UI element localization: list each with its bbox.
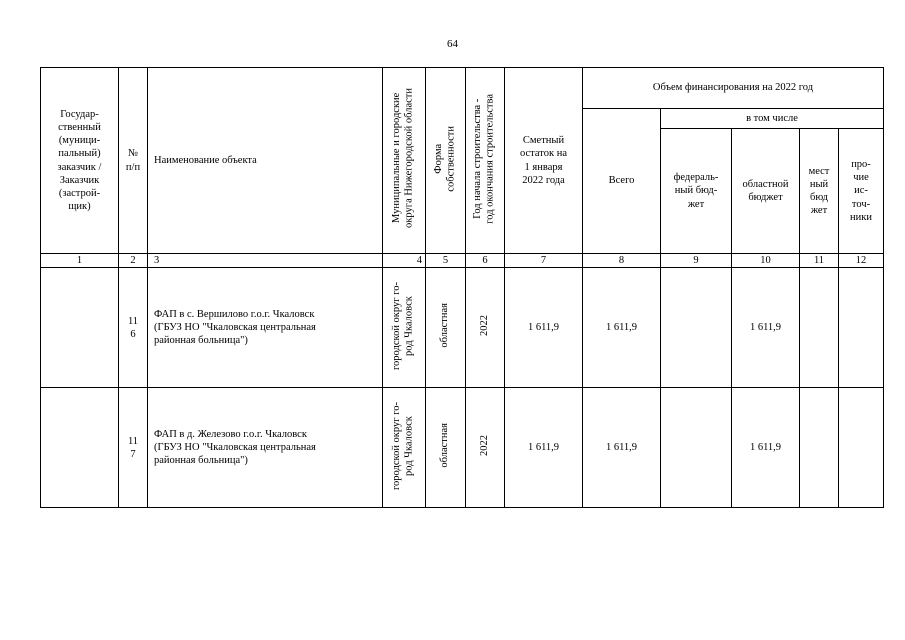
header-municipality: Муниципальные и городские округа Нижегородской области <box>391 88 415 229</box>
table-row <box>41 268 884 388</box>
header-financing-group: Объем финансирования на 2022 год <box>583 68 884 109</box>
row-number: 11 7 <box>119 388 148 508</box>
row-regional: 1 611,9 <box>732 268 800 388</box>
header-row-1 <box>41 68 884 109</box>
row-estimated-balance: 1 611,9 <box>505 388 583 508</box>
row-other <box>839 268 884 388</box>
row-number: 11 6 <box>119 268 148 388</box>
table-row <box>41 388 884 508</box>
row-object-name: ФАП в с. Вершилово г.о.г. Чкаловск (ГБУЗ НО "Чкаловская центральная районная больница") <box>148 268 383 388</box>
header-including: в том числе <box>661 109 884 129</box>
row-ownership: областная <box>439 423 451 468</box>
row-customer <box>41 388 119 508</box>
row-municipality-cell <box>383 268 426 388</box>
row-other <box>839 388 884 508</box>
col-num-9: 9 <box>661 254 732 268</box>
col-num-6: 6 <box>466 254 505 268</box>
header-total: Всего <box>583 109 661 254</box>
row-customer <box>41 268 119 388</box>
col-num-5: 5 <box>426 254 466 268</box>
row-federal <box>661 268 732 388</box>
header-years-cell <box>466 68 505 254</box>
row-municipality: городской округ го- род Чкаловск <box>391 401 415 490</box>
row-total: 1 611,9 <box>583 268 661 388</box>
row-regional: 1 611,9 <box>732 388 800 508</box>
header-other: про- чие ис- точ- ники <box>839 129 884 254</box>
financing-table <box>40 67 884 508</box>
row-object-name: ФАП в д. Железово г.о.г. Чкаловск (ГБУЗ НО "Чкаловская центральная районная больница") <box>148 388 383 508</box>
row-municipality: городской округ го- род Чкаловск <box>391 281 415 370</box>
page-number: 64 <box>447 38 458 50</box>
col-num-8: 8 <box>583 254 661 268</box>
column-number-row <box>41 254 884 268</box>
header-number: № п/п <box>119 68 148 254</box>
row-federal <box>661 388 732 508</box>
row-local <box>800 268 839 388</box>
row-total: 1 611,9 <box>583 388 661 508</box>
col-num-10: 10 <box>732 254 800 268</box>
row-estimated-balance: 1 611,9 <box>505 268 583 388</box>
header-customer: Государ- ственный (муници- пальный) заказчик / Заказчик (застрой- щик) <box>41 68 119 254</box>
row-ownership: областная <box>439 303 451 348</box>
col-num-11: 11 <box>800 254 839 268</box>
header-municipality-cell <box>383 68 426 254</box>
col-num-4: 4 <box>383 254 426 268</box>
row-years: 2022 <box>478 315 490 337</box>
row-years-cell <box>466 388 505 508</box>
row-ownership-cell <box>426 388 466 508</box>
row-ownership-cell <box>426 268 466 388</box>
row-years: 2022 <box>478 435 490 457</box>
col-num-7: 7 <box>505 254 583 268</box>
row-years-cell <box>466 268 505 388</box>
header-ownership-cell <box>426 68 466 254</box>
col-num-12: 12 <box>839 254 884 268</box>
header-object-name: Наименование объекта <box>148 68 383 254</box>
header-federal: федераль- ный бюд- жет <box>661 129 732 254</box>
col-num-3: 3 <box>148 254 383 268</box>
row-local <box>800 388 839 508</box>
header-regional: областной бюджет <box>732 129 800 254</box>
header-estimated-balance: Сметный остаток на 1 января 2022 года <box>505 68 583 254</box>
header-local: мест ный бюд жет <box>800 129 839 254</box>
row-municipality-cell <box>383 388 426 508</box>
header-ownership: Форма собственности <box>432 125 457 192</box>
col-num-1: 1 <box>41 254 119 268</box>
header-years: Год начала строительства - год окончания строительства <box>472 93 496 224</box>
col-num-2: 2 <box>119 254 148 268</box>
